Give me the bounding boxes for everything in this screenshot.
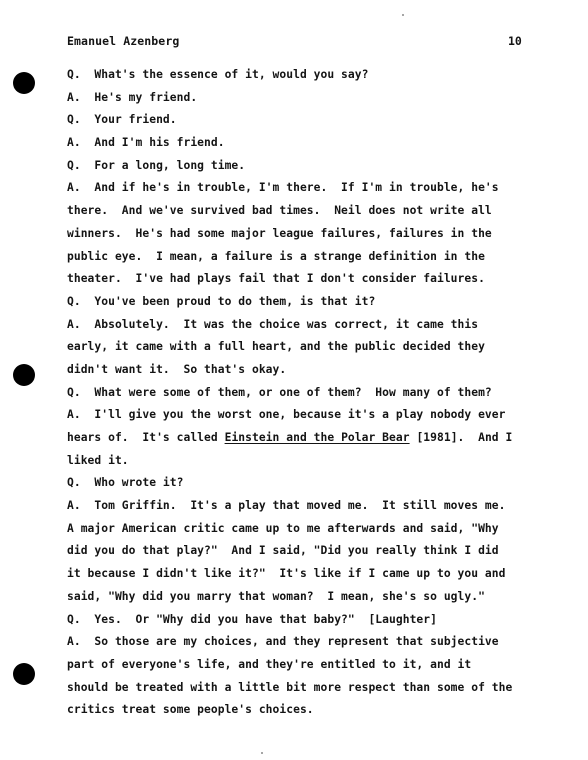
transcript-line: critics treat some people's choices. [67, 703, 314, 717]
scan-speck [261, 752, 263, 754]
transcript-line: Q. What were some of them, or one of them? How many of them? [67, 385, 492, 399]
transcript-line: Q. Your friend. [67, 113, 177, 127]
transcript-line: Q. Who wrote it? [67, 476, 184, 490]
transcript-line: there. And we've survived bad times. Neil does not write all [67, 204, 492, 218]
transcript-line: it because I didn't like it?" It's like if I came up to you and [67, 567, 506, 581]
punch-hole-bottom [13, 663, 35, 685]
transcript-line: A. So those are my choices, and they represent that subjective [67, 635, 499, 649]
transcript-line: A. I'll give you the worst one, because it's a play nobody ever [67, 408, 506, 422]
transcript-line-with-title [67, 427, 537, 450]
transcript-line: early, it came with a full heart, and the public decided they [67, 340, 485, 354]
scan-speck [402, 14, 404, 16]
transcript-line: public eye. I mean, a failure is a strange definition in the [67, 249, 485, 263]
transcript-line: said, "Why did you marry that woman? I mean, she's so ugly." [67, 589, 485, 603]
punch-hole-middle [13, 364, 35, 386]
play-title: Einstein and the Polar Bear [224, 431, 410, 444]
transcript-line: part of everyone's life, and they're entitled to it, and it [67, 657, 472, 671]
line-text-after-title: [1981]. And I [409, 431, 513, 444]
transcript-line: Q. For a long, long time. [67, 158, 246, 172]
punch-hole-top [13, 72, 35, 94]
transcript-line: A major American critic came up to me afterwards and said, "Why [67, 521, 499, 535]
transcript-line: should be treated with a little bit more respect than some of the [67, 680, 513, 694]
transcript-line: A. He's my friend. [67, 90, 198, 104]
transcript-line: liked it. [67, 453, 129, 467]
transcript-line: Q. You've been proud to do them, is that it? [67, 294, 376, 308]
transcript-line: A. And I'm his friend. [67, 136, 225, 150]
transcript-line: A. And if he's in trouble, I'm there. If I'm in trouble, he's [67, 181, 499, 195]
transcript-line: winners. He's had some major league failures, failures in the [67, 226, 492, 240]
transcript-line: A. Tom Griffin. It's a play that moved me. It still moves me. [67, 499, 506, 513]
transcript-line: Q. Yes. Or "Why did you have that baby?" [Laughter] [67, 612, 437, 626]
transcript-line: A. Absolutely. It was the choice was correct, it came this [67, 317, 479, 331]
interviewee-name: Emanuel Azenberg [67, 34, 180, 48]
transcript-line: did you do that play?" And I said, "Did you really think I did [67, 544, 499, 558]
line-text-before-title: hears of. It's called [67, 431, 225, 444]
transcript-line: Q. What's the essence of it, would you say? [67, 68, 369, 81]
page-number: 10 [508, 34, 522, 48]
transcript-line: didn't want it. So that's okay. [67, 362, 287, 376]
transcript-body [67, 64, 537, 722]
transcript-line: theater. I've had plays fail that I don't consider failures. [67, 272, 485, 286]
